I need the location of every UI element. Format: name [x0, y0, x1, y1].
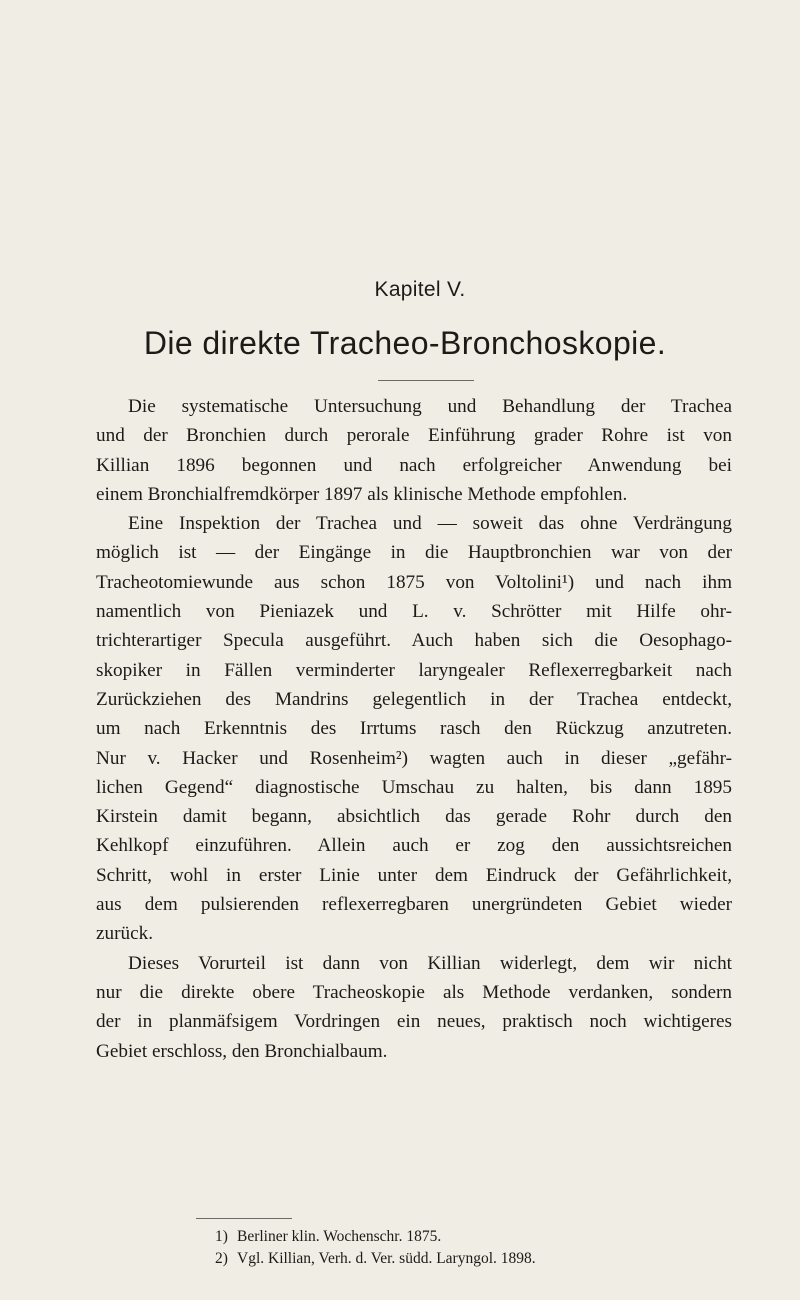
text-line: um nach Erkenntnis des Irrtums rasch den Rückzug anzutreten. [96, 718, 732, 740]
title-divider [378, 380, 474, 381]
text-line: möglich ist — der Eingänge in die Hauptbronchien war von der [96, 542, 732, 564]
text-line: der in planmäfsigem Vordringen ein neues, praktisch noch wichtigeres [96, 1011, 732, 1033]
text-line: Kehlkopf einzuführen. Allein auch er zog den aussichtsreichen [96, 835, 732, 857]
paragraph-2 [96, 509, 732, 948]
text-line: nur die direkte obere Tracheoskopie als Methode verdanken, sondern [96, 981, 732, 1003]
footnote-mark: 2) [215, 1250, 228, 1267]
text-line: Zurückziehen des Mandrins gelegentlich in der Trachea entdeckt, [96, 688, 732, 710]
footnote-text: Vgl. Killian, Verh. d. Ver. südd. Laryngol. 1898. [237, 1250, 536, 1267]
footnote-text: Berliner klin. Wochenschr. 1875. [237, 1228, 442, 1245]
paragraph-1 [96, 392, 732, 509]
text-line: Killian 1896 begonnen und nach erfolgreicher Anwendung bei [96, 454, 732, 476]
text-line: namentlich von Pieniazek und L. v. Schrötter mit Hilfe ohr- [96, 601, 732, 623]
text-line: Dieses Vorurteil ist dann von Killian widerlegt, dem wir nicht [128, 952, 732, 974]
text-line: und der Bronchien durch perorale Einführung grader Rohre ist von [96, 425, 732, 447]
text-line: Eine Inspektion der Trachea und — soweit das ohne Verdrängung [128, 513, 732, 535]
text-line: Kirstein damit begann, absichtlich das gerade Rohr durch den [96, 806, 732, 828]
text-line: skopiker in Fällen verminderter laryngealer Reflexerregbarkeit nach [96, 659, 732, 681]
text-line: Schritt, wohl in erster Linie unter dem Eindruck der Gefährlichkeit, [96, 864, 732, 886]
text-line: Gebiet erschloss, den Bronchialbaum. [96, 1040, 388, 1062]
text-line: aus dem pulsierenden reflexerregbaren unergründeten Gebiet wieder [96, 894, 732, 916]
text-line: einem Bronchialfremdkörper 1897 als klinische Methode empfohlen. [96, 483, 628, 505]
paragraph-3 [96, 949, 732, 1066]
footnote-divider [196, 1218, 292, 1219]
text-line: zurück. [96, 923, 154, 945]
body-text [96, 392, 732, 1066]
footnote-2 [215, 1248, 536, 1270]
chapter-label: Kapitel V. [374, 278, 466, 301]
footnotes [215, 1226, 536, 1270]
text-line: Nur v. Hacker und Rosenheim²) wagten auch in dieser „gefähr- [96, 747, 732, 769]
chapter-title: Die direkte Tracheo-Bronchoskopie. [143, 325, 667, 361]
text-line: Die systematische Untersuchung und Behandlung der Trachea [128, 396, 732, 417]
text-line: trichterartiger Specula ausgeführt. Auch haben sich die Oesophago- [96, 630, 732, 652]
footnote-1 [215, 1226, 536, 1248]
text-line: lichen Gegend“ diagnostische Umschau zu halten, bis dann 1895 [96, 776, 732, 798]
footnote-mark: 1) [215, 1228, 228, 1245]
text-line: Tracheotomiewunde aus schon 1875 von Voltolini¹) und nach ihm [96, 571, 732, 593]
